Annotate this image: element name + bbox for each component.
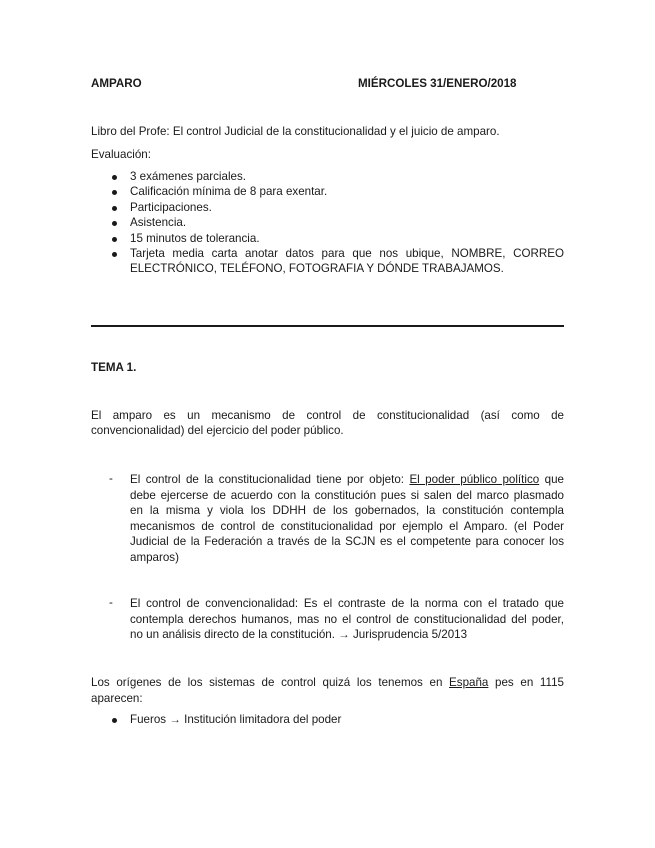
underlined-term: El poder público político [409, 473, 540, 486]
list-item: Asistencia. [130, 216, 187, 229]
bullet-icon [112, 190, 117, 195]
paragraph-line: amparos) [130, 550, 179, 564]
paragraph-line: El amparo es un mecanismo de control de constitucionalidad (así como de [91, 409, 564, 422]
evaluation-label: Evaluación: [91, 148, 151, 161]
bullet-icon [112, 252, 117, 257]
list-item: Calificación mínima de 8 para exentar. [130, 185, 328, 198]
paragraph-line [91, 675, 564, 691]
list-item [130, 247, 564, 275]
list-item-line: ELECTRÓNICO, TELÉFONO, FOTOGRAFIA Y DÓNDE TRABAJAMOS. [130, 262, 504, 275]
section-title: TEMA 1. [91, 361, 137, 374]
paragraph-line: en la misma y viola los DDHH de los gobernados, la constitución contempla [130, 504, 564, 518]
list-item: Participaciones. [130, 201, 212, 214]
list-item: Fueros → Institución limitadora del poder [130, 713, 342, 726]
paragraph-line: El control de convencionalidad: Es el contraste de la norma con el tratado que [130, 597, 564, 610]
origins-paragraph [91, 675, 564, 706]
underlined-term: España [449, 676, 489, 689]
book-reference: Libro del Profe: El control Judicial de la constitucionalidad y el juicio de amparo. [91, 125, 500, 138]
paragraph-line: debe ejercerse de acuerdo con la constitución pues si salen del marco plasmado [130, 488, 564, 502]
list-item: 3 exámenes parciales. [130, 170, 246, 183]
dash-marker: - [109, 596, 113, 609]
text-run: El control de la constitucionalidad tiene por objeto: [130, 473, 410, 486]
subject-heading: AMPARO [91, 77, 142, 90]
paragraph-line [130, 472, 564, 488]
bullet-icon [112, 221, 117, 226]
section-divider [91, 325, 564, 327]
bullet-icon [112, 175, 117, 180]
definition-paragraph [91, 409, 564, 437]
conventionality-paragraph [130, 596, 564, 643]
list-item: 15 minutos de tolerancia. [130, 232, 260, 245]
text-run: Los orígenes de los sistemas de control quizá los tenemos en [91, 676, 450, 689]
bullet-icon [112, 237, 117, 242]
paragraph-line: convencionalidad) del ejercicio del poder público. [91, 424, 344, 437]
paragraph-line: contempla derechos humanos, mas no el control de constitucionalidad del poder, [130, 612, 564, 626]
list-item-line: Tarjeta media carta anotar datos para que nos ubique, NOMBRE, CORREO [130, 247, 564, 260]
constitutionality-paragraph [130, 472, 564, 566]
text-run: pes en 1115 [488, 676, 564, 689]
paragraph-line: Judicial de la Federación a través de la SCJN es el competente para conocer los [130, 535, 564, 549]
date-heading: MIÉRCOLES 31/ENERO/2018 [358, 77, 517, 90]
text-run: que [539, 473, 564, 486]
paragraph-line: mecanismos de control de constitucionalidad por ejemplo el Amparo. (el Poder [130, 519, 564, 533]
dash-marker: - [109, 472, 113, 485]
bullet-icon [112, 206, 117, 211]
paragraph-line: no un análisis directo de la constitución. → Jurisprudencia 5/2013 [130, 628, 468, 642]
paragraph-line: aparecen: [91, 691, 143, 705]
bullet-icon [112, 718, 117, 723]
